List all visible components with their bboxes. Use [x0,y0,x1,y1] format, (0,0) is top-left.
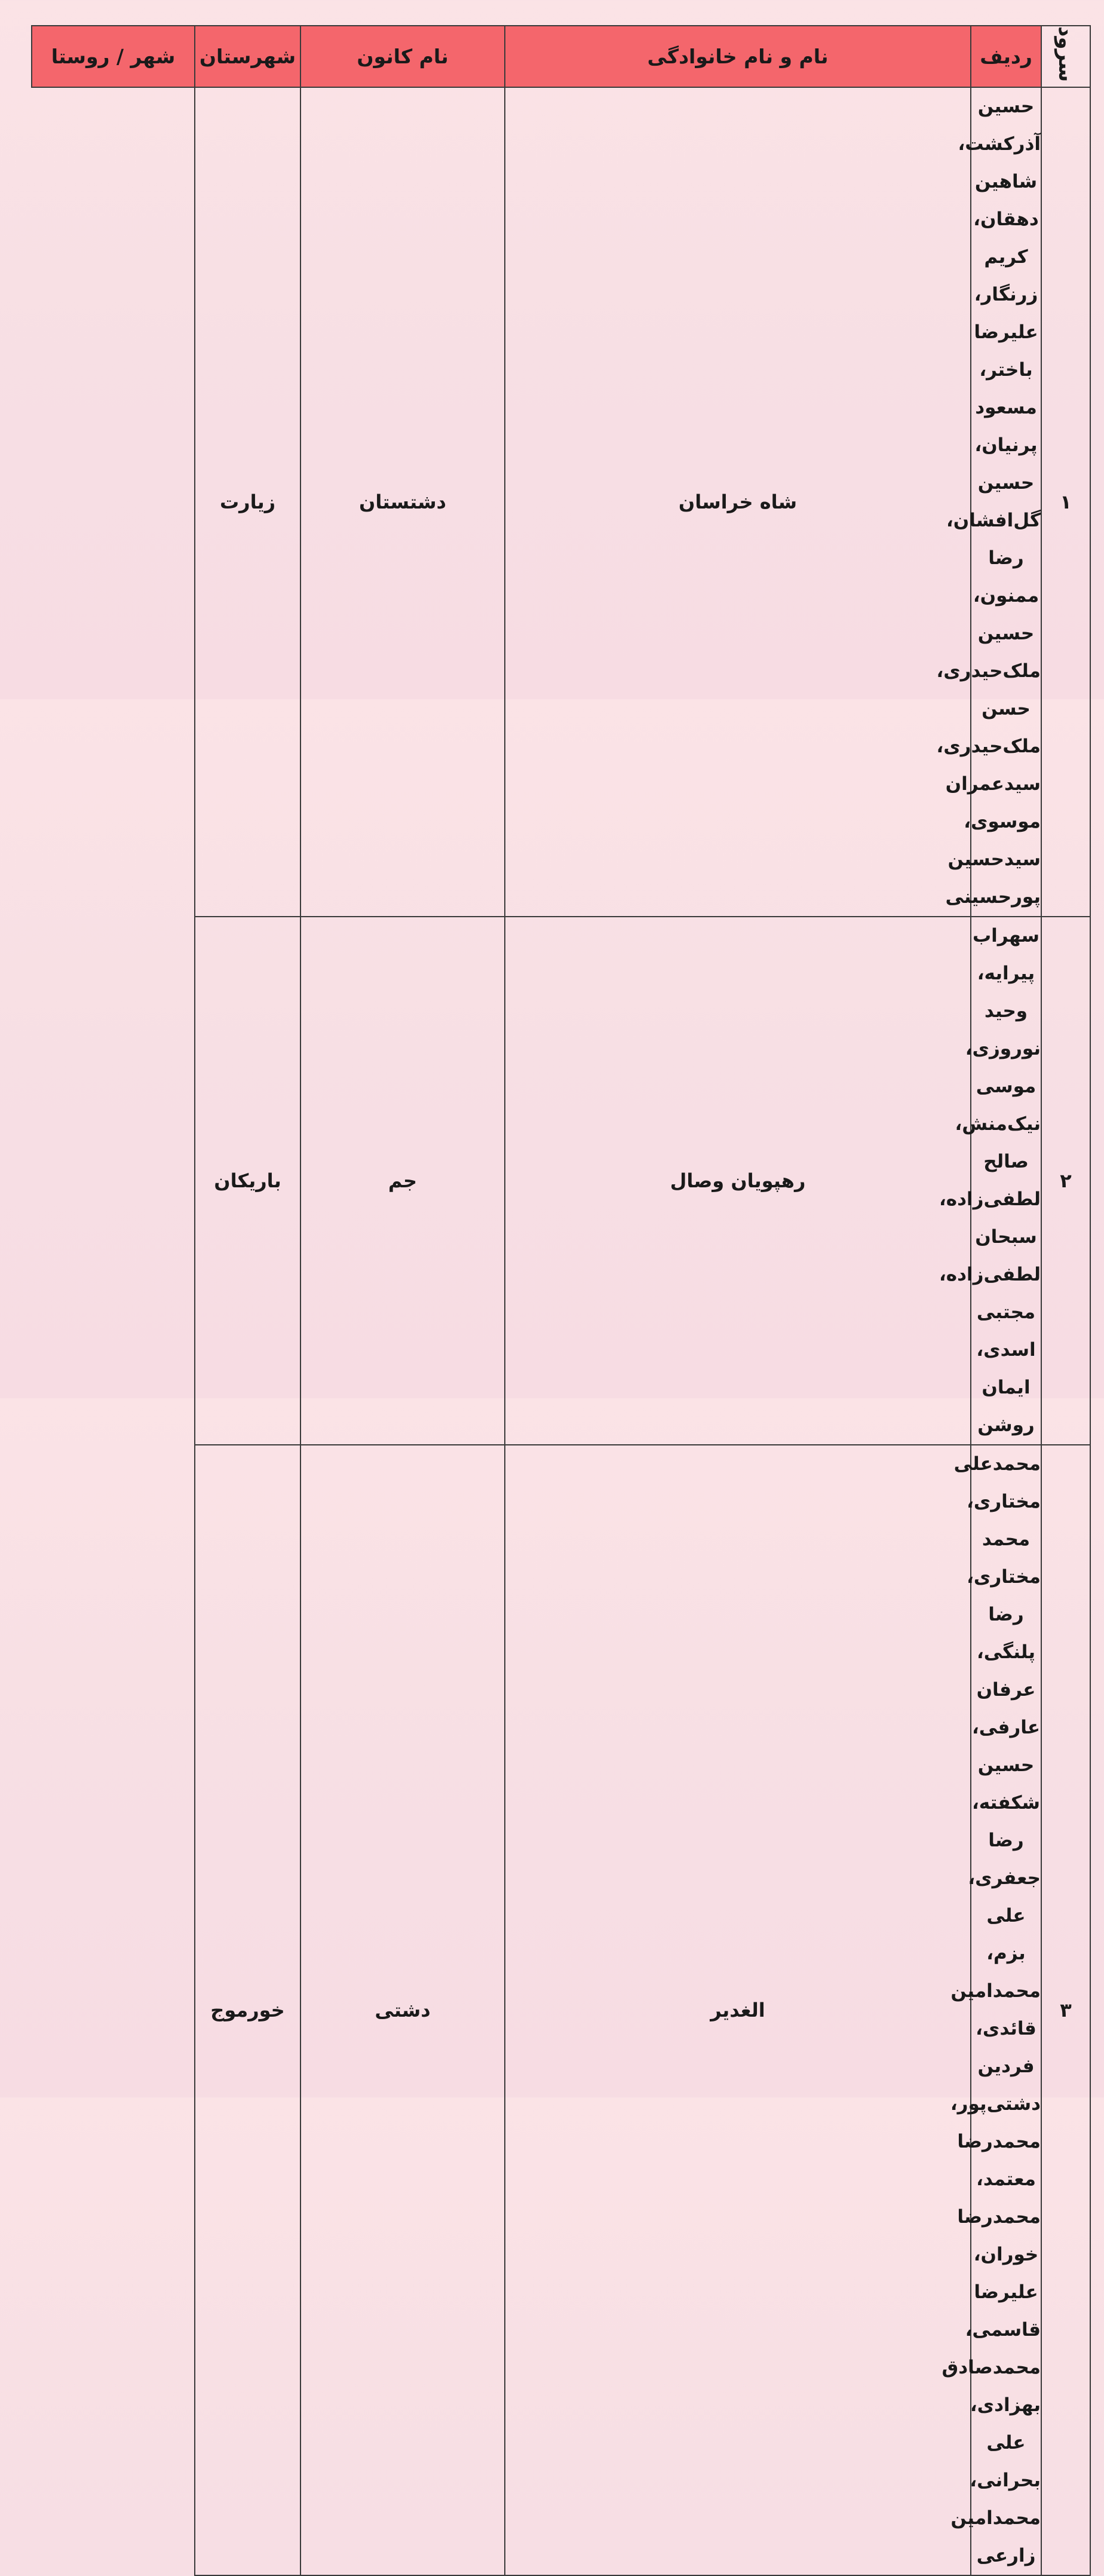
results-table [31,25,1091,2576]
header-center-name: نام کانون [300,26,505,87]
names-cell [942,1445,1041,2575]
name-line: سهراب پیرایه، وحید نوروزی، [965,925,1041,1060]
category-label: سرود [1054,26,1078,82]
name-line: مجتبی اسدی، [976,1301,1036,1361]
county-cell: دشتستان [300,87,505,917]
header-names: نام و نام خانوادگی [505,26,971,87]
name-line: حسن ملک‌حیدری، سیدعمران موسوی، [936,698,1041,833]
results-table-container [31,25,1090,2567]
name-line: سیدحسین پورحسینی [945,849,1041,908]
name-line: محمدامین قائدی، فردین دشتی‌پور، محمدرضا معتمد، [950,1980,1041,2191]
city-cell: باریکان [195,917,300,1445]
name-line: رضا ممنون، حسین ملک‌حیدری، [936,547,1041,682]
name-line: سبحان لطفی‌زاده، [939,1226,1041,1286]
name-line: عرفان عارفی، حسین شکفته، رضا جعفری، علی بزم، [968,1679,1041,1965]
name-line: محمدرضا خوران، علیرضا قاسمی، محمدصادق بهزادی، [942,2206,1041,2416]
header-row-number: ردیف [971,26,1041,87]
county-cell: جم [300,917,505,1445]
name-line: محمدعلی مختاری، محمد مختاری، رضا پلنگی، [953,1453,1041,1664]
center-name-cell: رهپویان وصال [505,917,971,1445]
header-city-village: شهر / روستا [32,26,195,87]
center-name-cell: الغدیر [505,1445,971,2575]
category-side-cell [1041,26,1090,87]
name-line: حسین آذرکشت، شاهین دهقان، کریم زرنگار، [958,96,1041,306]
names-cell [936,87,1041,917]
names-cell [939,917,1041,1445]
header-row [32,26,1090,87]
header-county: شهرستان [195,26,300,87]
center-name-cell: شاه خراسان [505,87,971,917]
table-row [32,87,1090,917]
name-line: علی بحرانی، محمدامین زارعی [950,2432,1041,2567]
name-line: موسی نیک‌منش، صالح لطفی‌زاده، [939,1076,1041,1211]
row-number: ۱ [1041,87,1090,917]
row-number: ۲ [1041,917,1090,1445]
city-cell: زیارت [195,87,300,917]
county-cell: دشتی [300,1445,505,2575]
city-cell: خورموج [195,1445,300,2575]
name-line: علیرضا باختر، مسعود پرنیان، حسین گل‌افشان، [946,321,1041,532]
table-row [32,917,1090,1445]
table-row [32,1445,1090,2575]
row-number: ۳ [1041,1445,1090,2575]
name-line: ایمان روشن [977,1377,1035,1436]
